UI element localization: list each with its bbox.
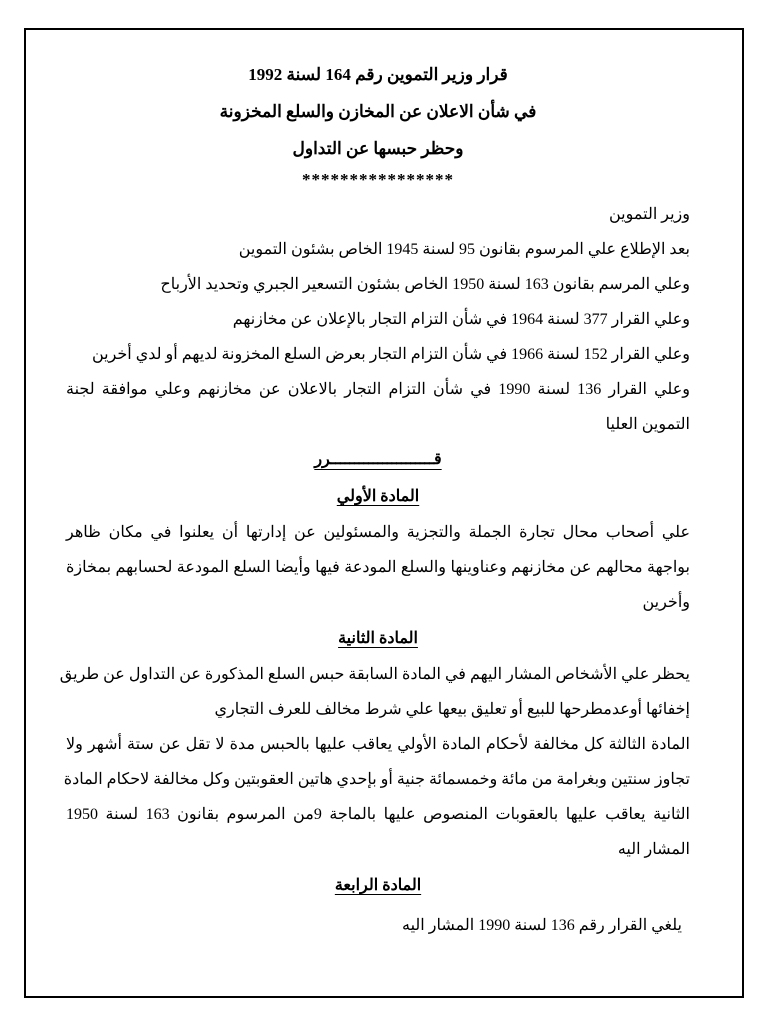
preamble-line: وعلي القرار 152 لسنة 1966 في شأن التزام التجار بعرض السلع المخزونة لديهم أو لدي أخرين — [91, 346, 690, 363]
article-1-line: بواجهة محالهم عن مخازنهم وعناوينها والسلع المودعة فيها وأيضا السلع المودعة لحسابهم بمخازة — [66, 559, 690, 576]
article-3-line: تجاوز سنتين وبغرامة من مائة وخمسمائة جنية أو بإحدي هاتين العقوبتين وكل مخالفة لاحكام المادة — [63, 771, 690, 788]
article-2 — [59, 620, 690, 727]
preamble — [66, 197, 690, 442]
title-line-1: قرار وزير التموين رقم 164 لسنة 1992 — [248, 65, 508, 84]
article-4-text: يلغي القرار رقم 136 لسنة 1990 المشار اليه — [402, 917, 682, 934]
article-3-line: الثانية يعاقب عليها بالعقوبات المنصوص عليها بالماجة 9من المرسوم بقانون 163 لسنة 1950 — [66, 806, 690, 823]
preamble-line: وزير التموين — [608, 206, 690, 223]
article-4-heading: المادة الرابعة — [334, 877, 422, 894]
preamble-line: وعلي القرار 377 لسنة 1964 في شأن التزام التجار بالإعلان عن مخازنهم — [232, 311, 690, 328]
article-3-line: المادة الثالثة كل مخالفة لأحكام المادة الأولي يعاقب عليها بالحبس مدة لا تقل عن ستة أشهر ولا — [66, 736, 690, 753]
preamble-line: التموين العليا — [605, 416, 690, 433]
article-3-line: المشار اليه — [617, 841, 690, 858]
preamble-line: بعد الإطلاع علي المرسوم بقانون 95 لسنة 1945 الخاص بشئون التموين — [238, 241, 690, 258]
article-2-heading: المادة الثانية — [338, 630, 418, 647]
document-body — [59, 56, 690, 944]
decree-word: قــــــــــــــــــــــرر — [314, 451, 442, 468]
article-2-line: يحظر علي الأشخاص المشار اليهم في المادة السابقة حبس السلع المذكورة عن التداول عن طريق — [59, 666, 690, 683]
article-2-line: إخفائها أوعدمطرحها للبيع أو تعليق بيعها علي شرط مخالف للعرف التجاري — [214, 701, 690, 718]
article-3 — [63, 727, 690, 867]
title-line-3: وحظر حبسها عن التداول — [292, 139, 464, 158]
article-4 — [66, 867, 690, 944]
title-line-2: في شأن الاعلان عن المخازن والسلع المخزونة — [219, 102, 537, 121]
article-1 — [66, 478, 690, 620]
decree-heading — [66, 442, 690, 478]
title-separator: **************** — [302, 170, 454, 189]
article-1-line: وأخرين — [642, 594, 690, 611]
preamble-line: وعلي المرسم بقانون 163 لسنة 1950 الخاص بشئون التسعير الجبري وتحديد الأرباح — [160, 276, 690, 293]
preamble-line: وعلي القرار 136 لسنة 1990 في شأن التزام التجار بالاعلان عن مخازنهم وعلي موافقة لجنة — [66, 381, 690, 398]
article-1-line: علي أصحاب محال تجارة الجملة والتجزية والمسئولين عن إدارتها أن يعلنوا في مكان ظاهر — [66, 524, 690, 541]
article-1-heading: المادة الأولي — [336, 488, 420, 505]
document-title — [66, 56, 690, 167]
